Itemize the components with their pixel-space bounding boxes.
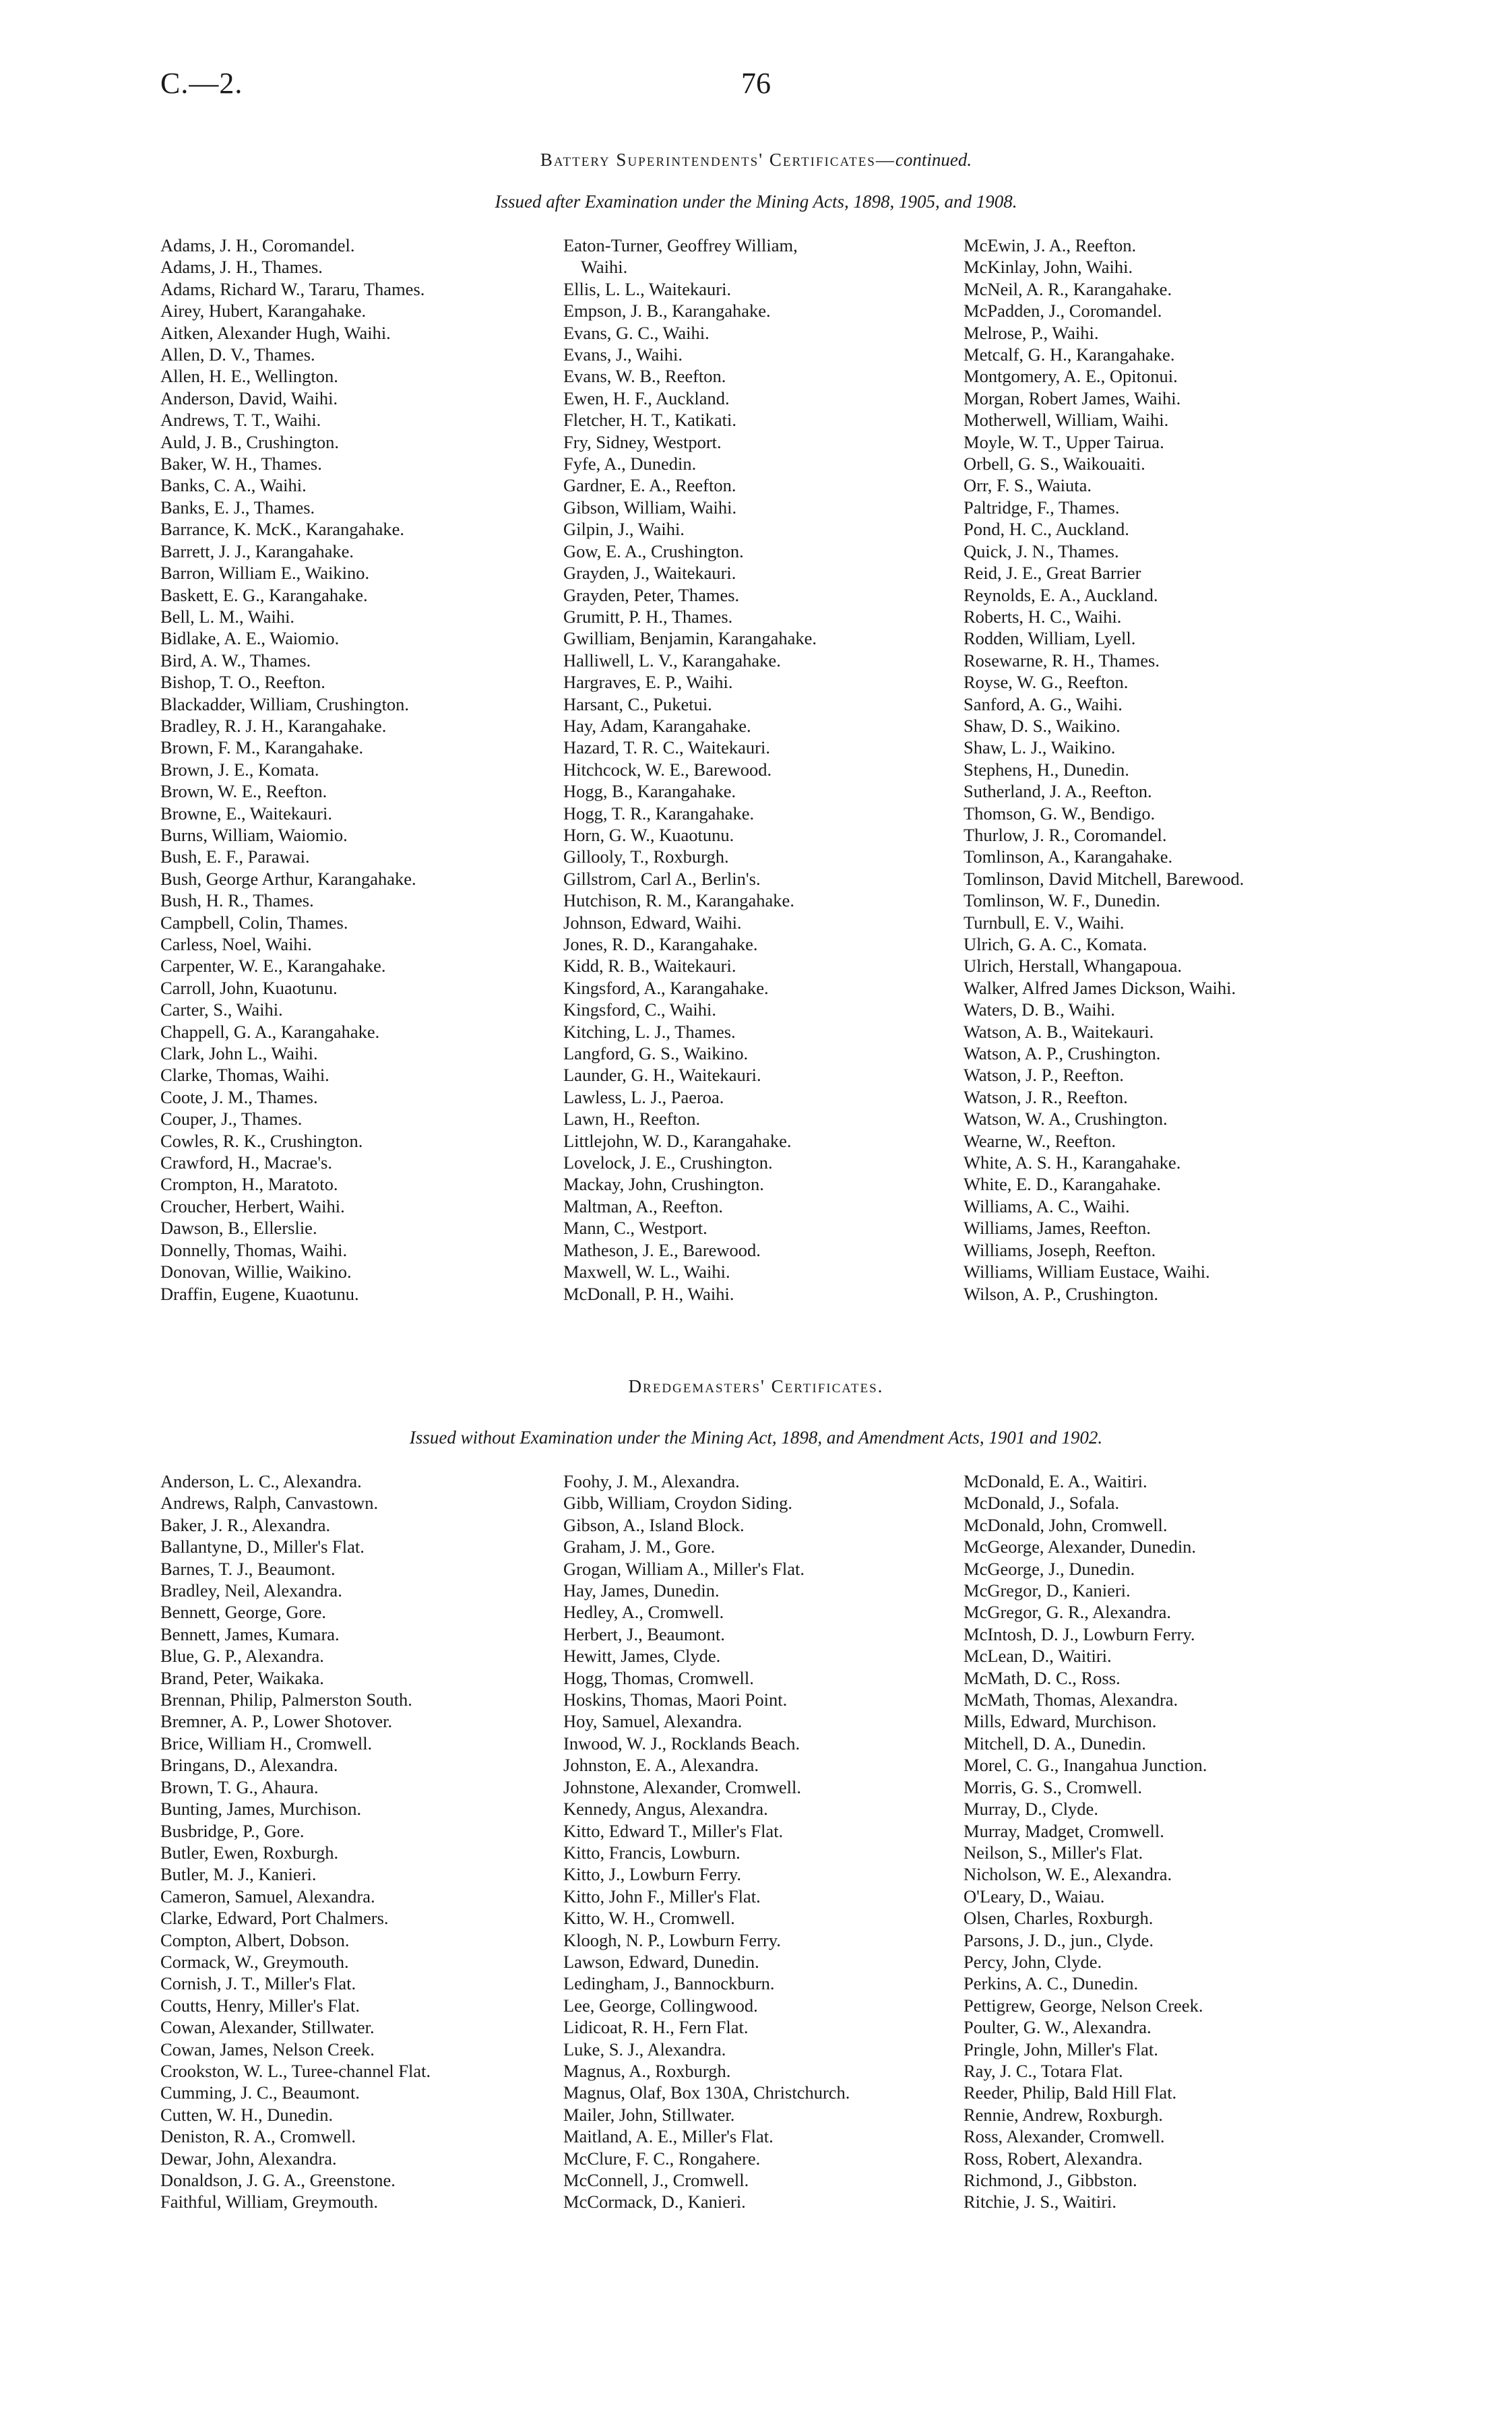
entry: Royse, W. G., Reefton. (964, 672, 1129, 693)
entry: Barnes, T. J., Beaumont. (160, 1558, 336, 1579)
entry: Adams, Richard W., Tararu, Thames. (160, 278, 425, 299)
entry: Bradley, Neil, Alexandra. (160, 1580, 342, 1601)
entry: Deniston, R. A., Cromwell. (160, 2126, 356, 2147)
entry: Watson, A. B., Waitekauri. (964, 1021, 1154, 1042)
entry: Gillstrom, Carl A., Berlin's. (563, 868, 761, 889)
entry: Melrose, P., Waihi. (964, 322, 1099, 343)
entry: Cormack, W., Greymouth. (160, 1951, 349, 1972)
entry: Baker, W. H., Thames. (160, 454, 322, 474)
entry: Launder, G. H., Waitekauri. (563, 1065, 761, 1086)
entry: Grayden, J., Waitekauri. (563, 563, 736, 584)
entry: Reeder, Philip, Bald Hill Flat. (964, 2082, 1177, 2103)
entry: Cameron, Samuel, Alexandra. (160, 1886, 375, 1906)
entry: Brand, Peter, Waikaka. (160, 1667, 324, 1688)
entry: McNeil, A. R., Karangahake. (964, 278, 1172, 299)
dredge-column-2 (563, 1470, 850, 2213)
entry: Lovelock, J. E., Crushington. (563, 1152, 773, 1173)
entry: Brown, J. E., Komata. (160, 759, 319, 780)
entry: McKinlay, John, Waihi. (964, 257, 1133, 278)
entry: Brice, William H., Cromwell. (160, 1733, 373, 1754)
entry: Empson, J. B., Karangahake. (563, 301, 771, 321)
entry: Hay, Adam, Karangahake. (563, 715, 751, 736)
entry: Maxwell, W. L., Waihi. (563, 1262, 730, 1282)
entry: Morel, C. G., Inangahua Junction. (964, 1755, 1207, 1776)
entry: Gibson, William, Waihi. (563, 497, 737, 518)
entry: Poulter, G. W., Alexandra. (964, 2017, 1152, 2038)
entry: Littlejohn, W. D., Karangahake. (563, 1130, 792, 1151)
entry: Pettigrew, George, Nelson Creek. (964, 1995, 1203, 2016)
entry: Auld, J. B., Crushington. (160, 431, 340, 452)
entry: Grayden, Peter, Thames. (563, 584, 740, 605)
entry: Rodden, William, Lyell. (964, 628, 1136, 649)
entry: Parsons, J. D., jun., Clyde. (964, 1929, 1154, 1950)
entry: Bush, E. F., Parawai. (160, 846, 310, 867)
entry: Donovan, Willie, Waikino. (160, 1262, 352, 1282)
entry: Johnstone, Alexander, Cromwell. (563, 1776, 801, 1797)
entry: Dawson, B., Ellerslie. (160, 1218, 317, 1239)
entry: Banks, C. A., Waihi. (160, 475, 307, 496)
entry: Ross, Robert, Alexandra. (964, 2148, 1143, 2169)
entry: Bennett, George, Gore. (160, 1602, 327, 1623)
entry: Hitchcock, W. E., Barewood. (563, 759, 772, 780)
entry: Baskett, E. G., Karangahake. (160, 584, 368, 605)
entry: Halliwell, L. V., Karangahake. (563, 650, 781, 671)
entry: Butler, Ewen, Roxburgh. (160, 1842, 339, 1863)
entry: Anderson, David, Waihi. (160, 387, 338, 408)
entry: Watson, A. P., Crushington. (964, 1043, 1161, 1064)
entry: Bishop, T. O., Reefton. (160, 672, 325, 693)
entry: Quick, J. N., Thames. (964, 540, 1119, 561)
entry: Busbridge, P., Gore. (160, 1820, 305, 1841)
entry: Ray, J. C., Totara Flat. (964, 2060, 1123, 2081)
entry: Gardner, E. A., Reefton. (563, 475, 736, 496)
entry: Coote, J. M., Thames. (160, 1086, 318, 1107)
entry: Tomlinson, A., Karangahake. (964, 846, 1173, 867)
entry: Kitto, Edward T., Miller's Flat. (563, 1820, 784, 1841)
entry: Aitken, Alexander Hugh, Waihi. (160, 322, 391, 343)
entry: Ulrich, G. A. C., Komata. (964, 934, 1147, 954)
entry: Rosewarne, R. H., Thames. (964, 650, 1160, 671)
entry: Shaw, D. S., Waikino. (964, 715, 1121, 736)
entry: Carroll, John, Kuaotunu. (160, 977, 338, 998)
entry: Barrett, J. J., Karangahake. (160, 540, 354, 561)
entry: McDonall, P. H., Waihi. (563, 1283, 734, 1304)
entry: Mailer, John, Stillwater. (563, 2104, 735, 2125)
entry: Roberts, H. C., Waihi. (964, 606, 1122, 627)
dredge-column-3 (964, 1470, 1207, 2213)
entry: McClure, F. C., Rongahere. (563, 2148, 761, 2169)
entry: Wilson, A. P., Crushington. (964, 1283, 1159, 1304)
entry: Burns, William, Waiomio. (160, 824, 348, 845)
entry: Hogg, B., Karangahake. (563, 781, 736, 802)
entry: Nicholson, W. E., Alexandra. (964, 1864, 1172, 1885)
entry: McMath, Thomas, Alexandra. (964, 1689, 1178, 1710)
entry: Hogg, Thomas, Cromwell. (563, 1667, 754, 1688)
entry: McDonald, John, Cromwell. (964, 1514, 1168, 1535)
entry: Horn, G. W., Kuaotunu. (563, 824, 734, 845)
entry: Percy, John, Clyde. (964, 1951, 1102, 1972)
entry: Fyfe, A., Dunedin. (563, 454, 697, 474)
document-reference: C.—2. (160, 67, 243, 100)
entry: Jones, R. D., Karangahake. (563, 934, 758, 954)
entry: Airey, Hubert, Karangahake. (160, 301, 367, 321)
entry: McGeorge, J., Dunedin. (964, 1558, 1135, 1579)
entry: Compton, Albert, Dobson. (160, 1929, 350, 1950)
entry: Cutten, W. H., Dunedin. (160, 2104, 334, 2125)
entry: Stephens, H., Dunedin. (964, 759, 1129, 780)
entry: Blackadder, William, Crushington. (160, 693, 410, 714)
entry: Shaw, L. J., Waikino. (964, 737, 1116, 758)
entry: Lidicoat, R. H., Fern Flat. (563, 2017, 749, 2038)
entry: Murray, D., Clyde. (964, 1799, 1098, 1820)
entry: Cumming, J. C., Beaumont. (160, 2082, 360, 2103)
entry: Anderson, L. C., Alexandra. (160, 1471, 362, 1491)
entry: Brown, T. G., Ahaura. (160, 1776, 319, 1797)
entry: Rennie, Andrew, Roxburgh. (964, 2104, 1163, 2125)
entry: Neilson, S., Miller's Flat. (964, 1842, 1143, 1863)
entry: Williams, A. C., Waihi. (964, 1196, 1130, 1216)
entry: Kloogh, N. P., Lowburn Ferry. (563, 1929, 781, 1950)
entry: Bush, H. R., Thames. (160, 890, 314, 911)
entry: Ledingham, J., Bannockburn. (563, 1973, 775, 1994)
entry: Adams, J. H., Coromandel. (160, 235, 355, 255)
entry: Lawn, H., Reefton. (563, 1109, 701, 1129)
entry: Bennett, James, Kumara. (160, 1623, 340, 1644)
page-number: 76 (741, 67, 771, 100)
entry: Carless, Noel, Waihi. (160, 934, 312, 954)
entry: Kitto, W. H., Cromwell. (563, 1908, 735, 1929)
entry: Morgan, Robert James, Waihi. (964, 387, 1181, 408)
entry: Turnbull, E. V., Waihi. (964, 912, 1125, 933)
entry: McGeorge, Alexander, Dunedin. (964, 1537, 1197, 1557)
battery-section-title (0, 150, 1512, 170)
dredge-section-subtitle: Issued without Examination under the Mining Act, 1898, and Amendment Acts, 1901 and 1902. (409, 1427, 1103, 1448)
entry: Chappell, G. A., Karangahake. (160, 1021, 380, 1042)
entry: Faithful, William, Greymouth. (160, 2192, 379, 2212)
entry: Hutchison, R. M., Karangahake. (563, 890, 794, 911)
entry: Crompton, H., Maratoto. (160, 1174, 338, 1195)
entry: Lawson, Edward, Dunedin. (563, 1951, 759, 1972)
entry: Sanford, A. G., Waihi. (964, 693, 1123, 714)
entry: Maltman, A., Reefton. (563, 1196, 723, 1216)
entry: Thomson, G. W., Bendigo. (964, 803, 1156, 824)
entry: Magnus, Olaf, Box 130A, Christchurch. (563, 2082, 850, 2103)
entry: Orr, F. S., Waiuta. (964, 475, 1092, 496)
entry: Draffin, Eugene, Kuaotunu. (160, 1283, 359, 1304)
entry: Walker, Alfred James Dickson, Waihi. (964, 977, 1236, 998)
entry: Murray, Madget, Cromwell. (964, 1820, 1164, 1841)
battery-column-3 (964, 235, 1244, 1305)
entry: Gilpin, J., Waihi. (563, 519, 685, 540)
entry: Kingsford, A., Karangahake. (563, 977, 769, 998)
battery-title-suffix: continued. (895, 150, 972, 170)
entry: Reid, J. E., Great Barrier (964, 563, 1141, 584)
entry: Kitching, L. J., Thames. (563, 1021, 736, 1042)
entry: Gow, E. A., Crushington. (563, 540, 744, 561)
entry: McGregor, D., Kanieri. (964, 1580, 1131, 1601)
entry: Metcalf, G. H., Karangahake. (964, 344, 1175, 365)
entry: McPadden, J., Coromandel. (964, 301, 1162, 321)
entry: Cornish, J. T., Miller's Flat. (160, 1973, 356, 1994)
entry: Orbell, G. S., Waikouaiti. (964, 454, 1145, 474)
entry: Andrews, Ralph, Canvastown. (160, 1493, 379, 1514)
entry: Brown, W. E., Reefton. (160, 781, 327, 802)
entry: Banks, E. J., Thames. (160, 497, 315, 518)
entry: Waihi. (581, 257, 628, 278)
entry: Crawford, H., Macrae's. (160, 1152, 332, 1173)
entry: Johnson, Edward, Waihi. (563, 912, 742, 933)
entry: Hazard, T. R. C., Waitekauri. (563, 737, 770, 758)
entry: Ritchie, J. S., Waitiri. (964, 2192, 1117, 2212)
entry: Perkins, A. C., Dunedin. (964, 1973, 1139, 1994)
entry: Watson, J. R., Reefton. (964, 1086, 1128, 1107)
entry: Langford, G. S., Waikino. (563, 1043, 749, 1064)
entry: Hoskins, Thomas, Maori Point. (563, 1689, 788, 1710)
entry: Ellis, L. L., Waitekauri. (563, 278, 732, 299)
entry: Moyle, W. T., Upper Tairua. (964, 431, 1164, 452)
entry: Williams, Joseph, Reefton. (964, 1239, 1156, 1260)
entry: Browne, E., Waitekauri. (160, 803, 332, 824)
entry: Mann, C., Westport. (563, 1218, 707, 1239)
entry: Olsen, Charles, Roxburgh. (964, 1908, 1154, 1929)
entry: Couper, J., Thames. (160, 1109, 303, 1129)
entry: Barrance, K. McK., Karangahake. (160, 519, 404, 540)
entry: McEwin, J. A., Reefton. (964, 235, 1137, 255)
entry: Coutts, Henry, Miller's Flat. (160, 1995, 360, 2016)
entry: Williams, William Eustace, Waihi. (964, 1262, 1210, 1282)
entry: Cowles, R. K., Crushington. (160, 1130, 363, 1151)
entry: Watson, W. A., Crushington. (964, 1109, 1168, 1129)
battery-section-subtitle: Issued after Examination under the Mining Acts, 1898, 1905, and 1908. (495, 191, 1017, 212)
entry: Foohy, J. M., Alexandra. (563, 1471, 740, 1491)
entry: Motherwell, William, Waihi. (964, 410, 1169, 431)
entry: Carpenter, W. E., Karangahake. (160, 956, 386, 976)
entry: Wearne, W., Reefton. (964, 1130, 1116, 1151)
entry: Bell, L. M., Waihi. (160, 606, 295, 627)
entry: Bremner, A. P., Lower Shotover. (160, 1711, 393, 1732)
entry: Kitto, John F., Miller's Flat. (563, 1886, 761, 1906)
entry: Bringans, D., Alexandra. (160, 1755, 338, 1776)
entry: Reynolds, E. A., Auckland. (964, 584, 1158, 605)
entry: Croucher, Herbert, Waihi. (160, 1196, 345, 1216)
entry: Brennan, Philip, Palmerston South. (160, 1689, 412, 1710)
entry: Bush, George Arthur, Karangahake. (160, 868, 416, 889)
entry: Grogan, William A., Miller's Flat. (563, 1558, 805, 1579)
entry: Gibb, William, Croydon Siding. (563, 1493, 793, 1514)
entry: Montgomery, A. E., Opitonui. (964, 366, 1178, 387)
entry: Williams, James, Reefton. (964, 1218, 1151, 1239)
entry: Crookston, W. L., Turee-channel Flat. (160, 2060, 431, 2081)
entry: Clarke, Thomas, Waihi. (160, 1065, 329, 1086)
battery-column-1 (160, 235, 424, 1305)
entry: Bidlake, A. E., Waiomio. (160, 628, 340, 649)
entry: Gwilliam, Benjamin, Karangahake. (563, 628, 817, 649)
entry: Evans, W. B., Reefton. (563, 366, 726, 387)
entry: Kitto, Francis, Lowburn. (563, 1842, 741, 1863)
entry: Morris, G. S., Cromwell. (964, 1776, 1142, 1797)
entry: Pringle, John, Miller's Flat. (964, 2039, 1158, 2059)
entry: Herbert, J., Beaumont. (563, 1623, 725, 1644)
entry: Grumitt, P. H., Thames. (563, 606, 733, 627)
battery-column-2 (563, 235, 817, 1305)
entry: Luke, S. J., Alexandra. (563, 2039, 726, 2059)
entry: McLean, D., Waitiri. (964, 1646, 1112, 1667)
entry: Campbell, Colin, Thames. (160, 912, 348, 933)
entry: Bradley, R. J. H., Karangahake. (160, 715, 387, 736)
entry: Paltridge, F., Thames. (964, 497, 1120, 518)
battery-title-text: Battery Superintendents' Certificates— (540, 150, 895, 170)
entry: Pond, H. C., Auckland. (964, 519, 1129, 540)
entry: Evans, G. C., Waihi. (563, 322, 710, 343)
entry: Evans, J., Waihi. (563, 344, 683, 365)
entry: Fletcher, H. T., Katikati. (563, 410, 737, 431)
entry: Richmond, J., Gibbston. (964, 2170, 1137, 2190)
entry: Ulrich, Herstall, Whangapoua. (964, 956, 1183, 976)
entry: Waters, D. B., Waihi. (964, 999, 1115, 1020)
entry: Gibson, A., Island Block. (563, 1514, 745, 1535)
entry: McConnell, J., Cromwell. (563, 2170, 749, 2190)
entry: Dewar, John, Alexandra. (160, 2148, 337, 2169)
entry: Hargraves, E. P., Waihi. (563, 672, 733, 693)
entry: Inwood, W. J., Rocklands Beach. (563, 1733, 800, 1754)
entry: Ewen, H. F., Auckland. (563, 387, 730, 408)
entry: Eaton-Turner, Geoffrey William, (563, 235, 798, 255)
entry: McIntosh, D. J., Lowburn Ferry. (964, 1623, 1195, 1644)
entry: Hedley, A., Cromwell. (563, 1602, 724, 1623)
entry: Graham, J. M., Gore. (563, 1537, 716, 1557)
entry: Mitchell, D. A., Dunedin. (964, 1733, 1146, 1754)
entry: O'Leary, D., Waiau. (964, 1886, 1105, 1906)
entry: Cowan, Alexander, Stillwater. (160, 2017, 375, 2038)
entry: Ross, Alexander, Cromwell. (964, 2126, 1165, 2147)
entry: Tomlinson, W. F., Dunedin. (964, 890, 1160, 911)
entry: Watson, J. P., Reefton. (964, 1065, 1124, 1086)
entry: Sutherland, J. A., Reefton. (964, 781, 1152, 802)
entry: Kennedy, Angus, Alexandra. (563, 1799, 768, 1820)
entry: Donnelly, Thomas, Waihi. (160, 1239, 348, 1260)
entry: Hewitt, James, Clyde. (563, 1646, 721, 1667)
entry: Kingsford, C., Waihi. (563, 999, 717, 1020)
entry: Adams, J. H., Thames. (160, 257, 323, 278)
entry: Clark, John L., Waihi. (160, 1043, 318, 1064)
entry: McDonald, E. A., Waitiri. (964, 1471, 1147, 1491)
entry: Barron, William E., Waikino. (160, 563, 370, 584)
entry: Fry, Sidney, Westport. (563, 431, 722, 452)
entry: Gillooly, T., Roxburgh. (563, 846, 729, 867)
entry: Cowan, James, Nelson Creek. (160, 2039, 375, 2059)
entry: Donaldson, J. G. A., Greenstone. (160, 2170, 396, 2190)
entry: Allen, H. E., Wellington. (160, 366, 338, 387)
entry: Bunting, James, Murchison. (160, 1799, 362, 1820)
entry: Mills, Edward, Murchison. (964, 1711, 1157, 1732)
entry: Brown, F. M., Karangahake. (160, 737, 364, 758)
entry: White, A. S. H., Karangahake. (964, 1152, 1181, 1173)
entry: McMath, D. C., Ross. (964, 1667, 1121, 1688)
entry: Matheson, J. E., Barewood. (563, 1239, 761, 1260)
entry: Allen, D. V., Thames. (160, 344, 315, 365)
entry: McDonald, J., Sofala. (964, 1493, 1120, 1514)
dredge-section-title: Dredgemasters' Certificates. (628, 1376, 884, 1396)
entry: Thurlow, J. R., Coromandel. (964, 824, 1167, 845)
entry: Hay, James, Dunedin. (563, 1580, 720, 1601)
entry: Magnus, A., Roxburgh. (563, 2060, 731, 2081)
entry: White, E. D., Karangahake. (964, 1174, 1161, 1195)
entry: Harsant, C., Puketui. (563, 693, 712, 714)
entry: Kidd, R. B., Waitekauri. (563, 956, 736, 976)
entry: McGregor, G. R., Alexandra. (964, 1602, 1172, 1623)
entry: Andrews, T. T., Waihi. (160, 410, 321, 431)
entry: Hogg, T. R., Karangahake. (563, 803, 755, 824)
entry: Maitland, A. E., Miller's Flat. (563, 2126, 774, 2147)
entry: Lawless, L. J., Paeroa. (563, 1086, 724, 1107)
entry: Mackay, John, Crushington. (563, 1174, 764, 1195)
entry: Baker, J. R., Alexandra. (160, 1514, 331, 1535)
entry: Lee, George, Collingwood. (563, 1995, 758, 2016)
entry: Bird, A. W., Thames. (160, 650, 311, 671)
entry: Johnston, E. A., Alexandra. (563, 1755, 759, 1776)
entry: Kitto, J., Lowburn Ferry. (563, 1864, 741, 1885)
entry: Ballantyne, D., Miller's Flat. (160, 1537, 365, 1557)
entry: Butler, M. J., Kanieri. (160, 1864, 317, 1885)
entry: Blue, G. P., Alexandra. (160, 1646, 324, 1667)
entry: Tomlinson, David Mitchell, Barewood. (964, 868, 1245, 889)
entry: McCormack, D., Kanieri. (563, 2192, 746, 2212)
entry: Hoy, Samuel, Alexandra. (563, 1711, 743, 1732)
entry: Clarke, Edward, Port Chalmers. (160, 1908, 389, 1929)
dredge-column-1 (160, 1470, 431, 2213)
entry: Carter, S., Waihi. (160, 999, 283, 1020)
